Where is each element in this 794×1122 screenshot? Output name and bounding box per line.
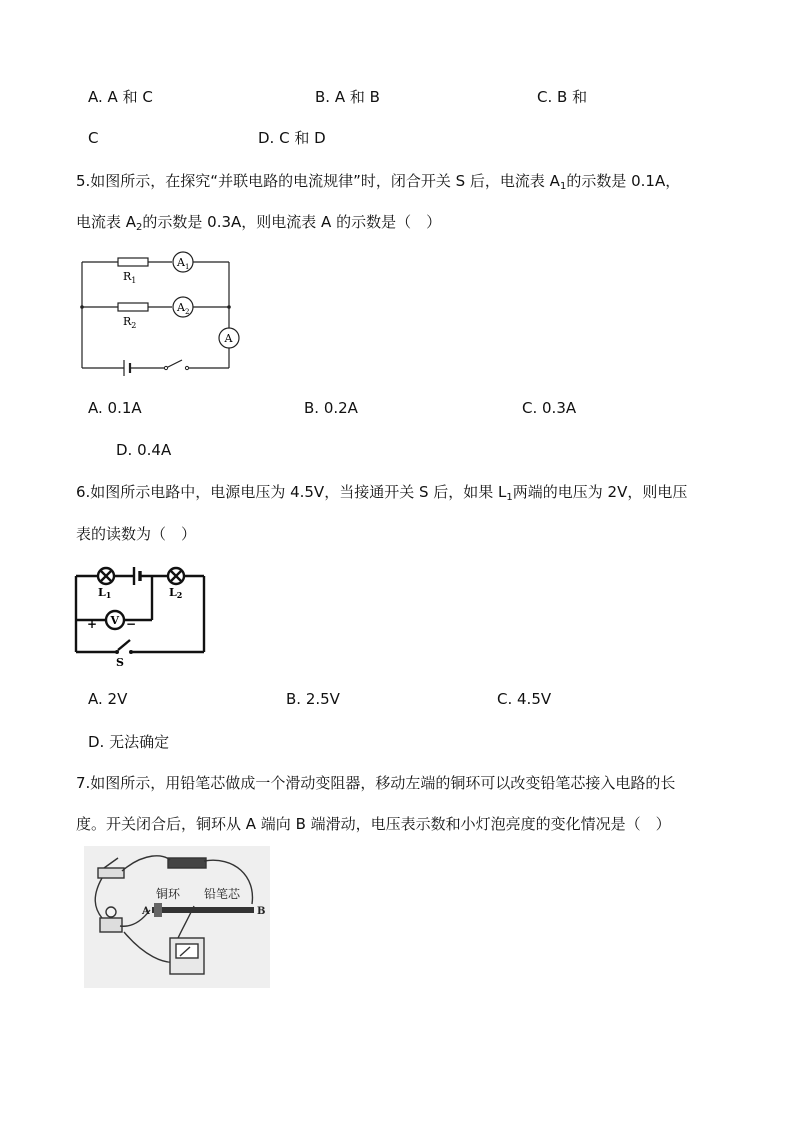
voltmeter-plus-label: + [87, 617, 98, 631]
copper-ring-label: 铜环 [156, 887, 181, 901]
q4-option-a: A. A 和 C [88, 88, 153, 106]
q6-option-b: B. 2.5V [286, 690, 340, 708]
q6-option-c: C. 4.5V [497, 690, 552, 708]
end-a-label: A [142, 906, 150, 917]
l2-label: L2 [169, 586, 183, 600]
q5-question-line1: 5.如图所示，在探究“并联电路的电流规律”时，闭合开关 S 后，电流表 $A_1$的示数是 0.1A， [76, 172, 681, 192]
q5-option-b: B. 0.2A [304, 399, 358, 417]
q6-option-a: A. 2V [88, 690, 128, 708]
q7-pencil-rheostat-photo [84, 846, 270, 988]
q5-option-d: D. 0.4A [116, 441, 172, 459]
q6-option-d: D. 无法确定 [88, 733, 170, 751]
ammeter-a2-label: $A_2$ [177, 301, 190, 316]
q6-circuit-diagram [74, 562, 208, 672]
q4-option-c-continued: C [88, 129, 99, 147]
q7-question-line1: 7.如图所示，用铅笔芯做成一个滑动变阻器，移动左端的铜环可以改变铅笔芯接入电路的长 [76, 774, 676, 792]
q4-option-c: C. B 和 [537, 88, 588, 106]
end-b-label: B [257, 906, 266, 917]
q5-circuit-diagram [76, 250, 246, 385]
q6-question-line1: 6.如图所示电路中，电源电压为 4.5V，当接通开关 S 后，如果 $L_1$两端的电压为 2V，则电压 [76, 483, 688, 503]
q5-option-a: A. 0.1A [88, 399, 142, 417]
q5-option-c: C. 0.3A [522, 399, 577, 417]
q6-question-line2: 表的读数为（ ） [76, 525, 197, 543]
ammeter-a1-label: $A_1$ [177, 256, 190, 271]
q4-option-d: D. C 和 D [258, 129, 326, 147]
pencil-lead-label: 铅笔芯 [204, 887, 241, 901]
switch-s-label: S [116, 656, 124, 669]
q7-question-line2: 度。开关闭合后，铜环从 A 端向 B 端滑动，电压表示数和小灯泡亮度的变化情况是（ ） [76, 815, 671, 833]
l1-label: L1 [98, 586, 112, 600]
ammeter-a-label: A [224, 332, 233, 345]
r1-label: $R_1$ [123, 270, 137, 285]
voltmeter-v-label: V [110, 614, 120, 627]
q5-question-line2: 电流表 $A_2$的示数是 0.3A，则电流表 A 的示数是（ ） [76, 213, 442, 233]
q4-option-b: B. A 和 B [315, 88, 380, 106]
r2-label: $R_2$ [123, 315, 137, 330]
voltmeter-minus-label: − [126, 617, 137, 631]
